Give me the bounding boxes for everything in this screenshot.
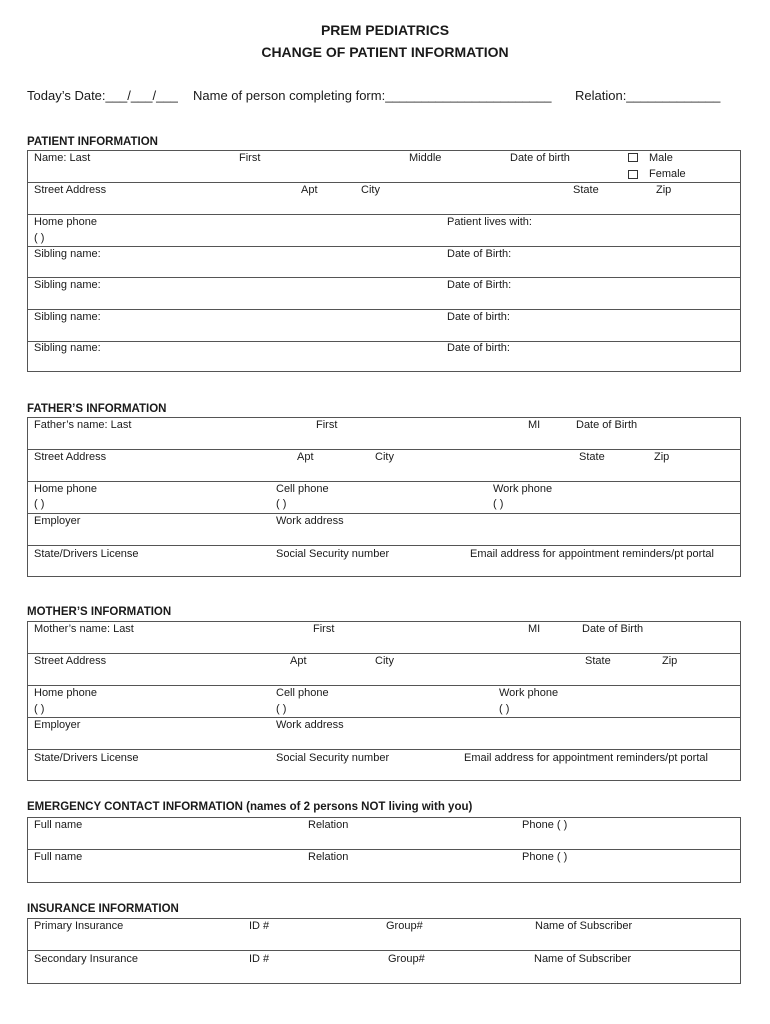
mother-dob-label: Date of Birth (582, 623, 644, 635)
mother-cell-phone-label: Cell phone (276, 687, 329, 699)
mother-state-label: State (585, 655, 611, 667)
patient-middle-name-label: Middle (409, 152, 442, 164)
father-mi-label: MI (528, 419, 541, 431)
insurance-info-box (27, 918, 741, 984)
mother-section-heading: MOTHER’S INFORMATION (27, 606, 172, 618)
insurance-group-label: Group# (386, 920, 423, 932)
divider (27, 685, 741, 686)
divider (27, 749, 741, 750)
mother-city-label: City (375, 655, 394, 667)
patient-phone-area-code: ( ) (34, 232, 45, 244)
sibling-dob-label: Date of Birth: (447, 248, 512, 260)
primary-insurance-label: Primary Insurance (34, 920, 124, 932)
male-label: Male (649, 152, 673, 164)
patient-zip-label: Zip (656, 184, 672, 196)
divider (27, 341, 741, 342)
divider (27, 214, 741, 215)
patient-street-label: Street Address (34, 184, 107, 196)
father-street-label: Street Address (34, 451, 107, 463)
emergency-relation-label: Relation (308, 851, 349, 863)
patient-first-name-label: First (239, 152, 261, 164)
divider (27, 513, 741, 514)
sibling-dob-label: Date of Birth: (447, 279, 512, 291)
father-work-area-code: ( ) (493, 498, 504, 510)
patient-apt-label: Apt (301, 184, 318, 196)
relation-field[interactable]: Relation:_____________ (575, 88, 721, 103)
patient-state-label: State (573, 184, 599, 196)
divider (27, 950, 741, 951)
sibling-dob-label: Date of birth: (447, 311, 510, 323)
mother-mi-label: MI (528, 623, 541, 635)
mother-home-area-code: ( ) (34, 703, 45, 715)
mother-street-label: Street Address (34, 655, 107, 667)
divider (27, 246, 741, 247)
sibling-name-label: Sibling name: (34, 248, 101, 260)
father-work-phone-label: Work phone (493, 483, 553, 495)
mother-last-name-label: Mother’s name: Last (34, 623, 134, 635)
father-first-name-label: First (316, 419, 338, 431)
todays-date-field[interactable]: Today’s Date:___/___/___ (27, 88, 178, 103)
mother-email-label: Email address for appointment reminders/pt portal (464, 752, 708, 764)
patient-home-phone-label: Home phone (34, 216, 97, 228)
patient-section-heading: PATIENT INFORMATION (27, 136, 158, 148)
subscriber-name-label: Name of Subscriber (535, 920, 633, 932)
mother-work-area-code: ( ) (499, 703, 510, 715)
sibling-dob-label: Date of birth: (447, 342, 510, 354)
mother-work-address-label: Work address (276, 719, 344, 731)
patient-city-label: City (361, 184, 380, 196)
male-checkbox[interactable] (628, 153, 638, 162)
female-label: Female (649, 168, 686, 180)
father-dob-label: Date of Birth (576, 419, 638, 431)
insurance-group-label: Group# (388, 953, 425, 965)
sibling-name-label: Sibling name: (34, 311, 101, 323)
patient-last-name-label: Name: Last (34, 152, 91, 164)
patient-lives-with-label: Patient lives with: (447, 216, 532, 228)
divider (27, 309, 741, 310)
insurance-id-label: ID # (249, 953, 270, 965)
sibling-name-label: Sibling name: (34, 342, 101, 354)
divider (27, 449, 741, 450)
father-email-label: Email address for appointment reminders/pt portal (470, 548, 714, 560)
emergency-full-name-label: Full name (34, 851, 83, 863)
mother-first-name-label: First (313, 623, 335, 635)
person-completing-field[interactable]: Name of person completing form:_______________________ (193, 88, 552, 103)
emergency-phone-label: Phone ( ) (522, 819, 568, 831)
subscriber-name-label: Name of Subscriber (534, 953, 632, 965)
insurance-id-label: ID # (249, 920, 270, 932)
female-checkbox[interactable] (628, 170, 638, 179)
secondary-insurance-label: Secondary Insurance (34, 953, 138, 965)
divider (27, 849, 741, 850)
divider (27, 277, 741, 278)
mother-home-phone-label: Home phone (34, 687, 97, 699)
father-city-label: City (375, 451, 394, 463)
mother-zip-label: Zip (662, 655, 678, 667)
insurance-section-heading: INSURANCE INFORMATION (27, 903, 179, 915)
emergency-section-heading: EMERGENCY CONTACT INFORMATION (names of 2 persons NOT living with you) (27, 801, 473, 813)
father-cell-area-code: ( ) (276, 498, 287, 510)
divider (27, 545, 741, 546)
father-employer-label: Employer (34, 515, 81, 527)
father-cell-phone-label: Cell phone (276, 483, 329, 495)
form-subtitle: CHANGE OF PATIENT INFORMATION (261, 44, 509, 60)
father-apt-label: Apt (297, 451, 314, 463)
mother-ssn-label: Social Security number (276, 752, 390, 764)
mother-license-label: State/Drivers License (34, 752, 139, 764)
mother-employer-label: Employer (34, 719, 81, 731)
mother-apt-label: Apt (290, 655, 307, 667)
divider (27, 717, 741, 718)
father-zip-label: Zip (654, 451, 670, 463)
father-section-heading: FATHER’S INFORMATION (27, 403, 167, 415)
father-home-phone-label: Home phone (34, 483, 97, 495)
emergency-relation-label: Relation (308, 819, 349, 831)
patient-info-box (27, 150, 741, 372)
father-license-label: State/Drivers License (34, 548, 139, 560)
father-work-address-label: Work address (276, 515, 344, 527)
emergency-info-box (27, 817, 741, 883)
father-ssn-label: Social Security number (276, 548, 390, 560)
divider (27, 182, 741, 183)
father-home-area-code: ( ) (34, 498, 45, 510)
father-state-label: State (579, 451, 605, 463)
sibling-name-label: Sibling name: (34, 279, 101, 291)
divider (27, 653, 741, 654)
divider (27, 481, 741, 482)
emergency-full-name-label: Full name (34, 819, 83, 831)
form-title: PREM PEDIATRICS (320, 22, 450, 38)
father-last-name-label: Father’s name: Last (34, 419, 132, 431)
patient-dob-label: Date of birth (510, 152, 570, 164)
mother-work-phone-label: Work phone (499, 687, 559, 699)
mother-cell-area-code: ( ) (276, 703, 287, 715)
emergency-phone-label: Phone ( ) (522, 851, 568, 863)
